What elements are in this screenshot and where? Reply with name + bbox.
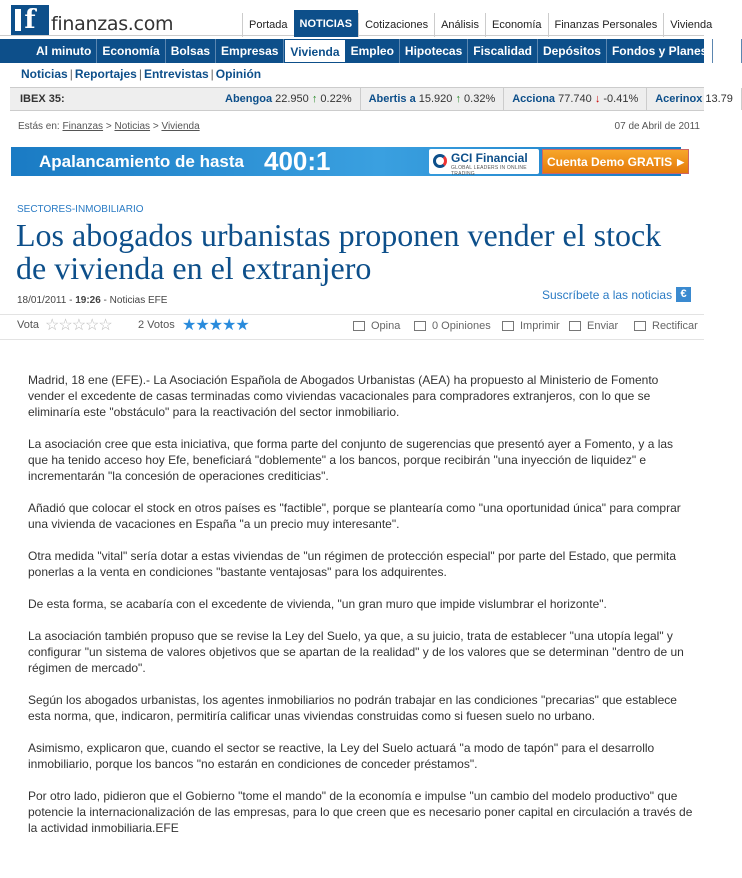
breadcrumb-noticias[interactable]: Noticias	[114, 121, 151, 132]
banner-brand: GCI Financial GLOBAL LEADERS IN ONLINE TRADING	[429, 149, 539, 174]
breadcrumb-finanzas[interactable]: Finanzas	[62, 121, 104, 132]
breadcrumb-vivienda[interactable]: Vivienda	[161, 121, 200, 132]
nav-depositos[interactable]: Depósitos	[538, 39, 607, 63]
ticker-item[interactable]: Acciona 77.740 ↓ -0.41%	[504, 88, 647, 110]
tab-portada[interactable]: Portada	[242, 13, 294, 37]
article-paragraph: Según los abogados urbanistas, los agentes inmobiliarios no podrán trabajar en las condiciones "precarias" que establece esta norma, que, indicaron, permitiría calificar unas viviendas construidas como si fuesen suelo no urbano.	[28, 693, 677, 723]
star-filled-icon: ★	[208, 317, 223, 334]
article-paragraph: Por otro lado, pidieron que el Gobierno "tome el mando" de la economía e impulse "un cambio del modelo productivo" que potencie la internacionalización de las empresas, para lo que creen que es necesario poner capital en circulación a través de la actividad inmobiliaria.EFE	[28, 789, 693, 835]
article-toolbar	[0, 314, 704, 340]
tab-noticias[interactable]: NOTICIAS	[294, 10, 359, 37]
subnav-opinion[interactable]: Opinión	[215, 67, 262, 81]
star-filled-icon: ★	[195, 317, 209, 334]
subscribe-icon: €	[676, 287, 691, 302]
logo-icon: f	[11, 5, 49, 35]
sub-nav: Noticias | Reportajes | Entrevistas | Opinión	[21, 67, 262, 81]
star-empty-icon[interactable]: ☆	[71, 317, 86, 334]
stock-ticker	[10, 87, 733, 111]
top-tabs	[242, 13, 718, 37]
star-empty-icon[interactable]: ☆	[45, 317, 59, 334]
nav-empresas[interactable]: Empresas	[216, 39, 284, 63]
subscribe-link[interactable]: Suscríbete a las noticias €	[542, 287, 691, 302]
rectify-icon	[634, 321, 646, 331]
vote-label: Vota	[17, 319, 40, 331]
subnav-reportajes[interactable]: Reportajes	[74, 67, 137, 81]
article-title: Los abogados urbanistas proponen vender el stock de vivienda en el extranjero	[16, 217, 662, 286]
site-logo[interactable]	[11, 5, 173, 35]
logo-text: finanzas.com	[51, 13, 174, 35]
arrow-up-icon: ↑	[311, 93, 318, 105]
star-empty-icon[interactable]: ☆	[58, 317, 72, 334]
vote-stars[interactable]	[45, 317, 112, 335]
arrow-up-icon: ↑	[455, 93, 461, 105]
subnav-noticias[interactable]: Noticias	[21, 67, 68, 81]
nav-economia[interactable]: Economía	[97, 39, 165, 63]
ticker-item[interactable]: Abengoa 22.950 ↑ 0.22%	[217, 88, 361, 110]
rectify-button[interactable]: Rectificar	[634, 320, 698, 332]
star-filled-icon: ★	[235, 317, 249, 334]
article-paragraph: La asociación cree que esta iniciativa, que forma parte del conjunto de sugerencias que presentó ayer a Fomento, y a las que ha tenido acceso hoy Efe, beneficiará "doblemente" a los bancos, porque recibirán "una inyección de liquidez" e incrementarán "la concesión de operaciones crediticias".	[28, 437, 674, 483]
nav-vivienda[interactable]: Vivienda	[284, 39, 345, 63]
tab-vivienda[interactable]: Vivienda	[663, 13, 718, 37]
nav-al-minuto[interactable]: Al minuto	[31, 39, 97, 63]
article-section[interactable]: SECTORES-INMOBILIARIO	[17, 204, 144, 215]
edit-icon	[414, 321, 426, 331]
rating-stars	[182, 317, 249, 335]
article-paragraph: Madrid, 18 ene (EFE).- La Asociación Española de Abogados Urbanistas (AEA) ha propuesto al Ministerio de Fomento vender el excedente de casas terminadas como viviendas vacacionales para compradores extranjeros, con lo que se eliminaría este "obstáculo" para la reactivación del sector inmobiliario.	[28, 373, 659, 419]
gci-logo-icon	[433, 154, 447, 168]
star-empty-icon[interactable]: ☆	[98, 317, 112, 334]
nav-fondos-planes[interactable]: Fondos y Planes	[607, 39, 713, 63]
print-icon	[502, 321, 514, 331]
article-paragraph: De esta forma, se acabaría con el excedente de vivienda, "un gran muro que impide vislumbrar el horizonte".	[28, 597, 607, 611]
main-nav	[0, 39, 737, 63]
arrow-down-icon: ↓	[594, 93, 601, 105]
star-filled-icon: ★	[182, 317, 196, 334]
banner-cta-button[interactable]: Cuenta Demo GRATIS ▶	[542, 149, 689, 174]
nav-bolsas[interactable]: Bolsas	[166, 39, 216, 63]
nav-empleo[interactable]: Empleo	[346, 39, 400, 63]
article-paragraph: La asociación también propuso que se revise la Ley del Suelo, ya que, a su juicio, trata de establecer "una utopía legal" y configurar "un sistema de valores objetivos que se apartan de la realidad" y de los valores que se determinan "dentro de un régimen de mercado".	[28, 629, 684, 675]
article-paragraph: Añadió que colocar el stock en otros países es "factible", porque se plantearía como "una oportunidad única" para comprar una vivienda de vacaciones en España "a un precio muy interesante".	[28, 501, 681, 531]
ticker-item[interactable]: Abertis a 15.920 ↑ 0.32%	[361, 88, 505, 110]
tab-analisis[interactable]: Análisis	[434, 13, 485, 37]
article-paragraph: Otra medida "vital" sería dotar a estas viviendas de "un régimen de protección especial" por parte del Estado, que permita ponerlas a la venta en condiciones "bastante ventajosas" para los adquirentes.	[28, 549, 677, 579]
star-filled-icon: ★	[222, 317, 236, 334]
ad-banner[interactable]	[11, 147, 681, 176]
tab-finanzas-personales[interactable]: Finanzas Personales	[548, 13, 664, 37]
article-meta: 18/01/2011 - 19:26 - Noticias EFE	[17, 295, 168, 306]
article-body	[28, 372, 694, 852]
ticker-item[interactable]: Acerinox 13.79	[647, 88, 742, 110]
subnav-entrevistas[interactable]: Entrevistas	[143, 67, 209, 81]
comment-icon	[353, 321, 365, 331]
vote-count: 2 Votos	[138, 319, 175, 331]
article-paragraph: Asimismo, explicaron que, cuando el sector se reactive, la Ley del Suelo actuará "a modo de tapón" para el desarrollo inmobiliario, porque los bancos "no estarán en condiciones de conceder préstamos".	[28, 741, 655, 771]
nav-ind[interactable]: Ind	[713, 39, 742, 63]
print-button[interactable]: Imprimir	[502, 320, 560, 332]
tab-cotizaciones[interactable]: Cotizaciones	[358, 13, 434, 37]
current-date: 07 de Abril de 2011	[614, 121, 700, 132]
send-button[interactable]: Enviar	[569, 320, 618, 332]
banner-leverage: 400:1	[264, 146, 331, 176]
site-header	[0, 0, 713, 36]
opinions-link[interactable]: 0 Opiniones	[414, 320, 491, 332]
opina-button[interactable]: Opina	[353, 320, 400, 332]
star-empty-icon[interactable]: ☆	[85, 317, 99, 334]
breadcrumb: Estás en: Finanzas > Noticias > Vivienda 07 de Abril de 2011	[18, 121, 700, 132]
banner-text: Apalancamiento de hasta	[39, 152, 245, 171]
ticker-index-label: IBEX 35:	[20, 93, 65, 105]
tab-economia[interactable]: Economía	[485, 13, 548, 37]
nav-fiscalidad[interactable]: Fiscalidad	[468, 39, 538, 63]
mail-icon	[569, 321, 581, 331]
nav-hipotecas[interactable]: Hipotecas	[400, 39, 468, 63]
